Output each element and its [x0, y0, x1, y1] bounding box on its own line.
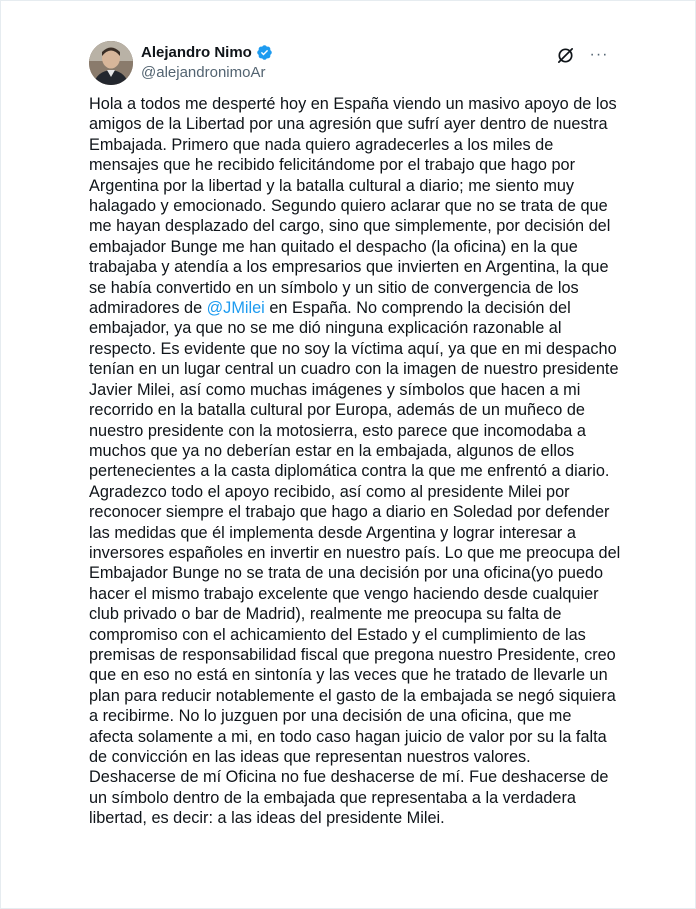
mention-link[interactable]: @JMilei — [206, 299, 265, 318]
tweet-text-line: se había convertido en un símbolo y un sitio de convergencia de los — [89, 278, 579, 297]
slash-circle-icon[interactable] — [555, 45, 575, 65]
more-horizontal-icon[interactable] — [589, 45, 609, 65]
tweet-text — [89, 94, 629, 829]
tweet-text-line: inversores españoles en invertir en nuestro país. Lo que me preocupa del — [89, 543, 621, 562]
tweet-text-line: libertad, es decir: a las ideas del presidente Milei. — [89, 809, 445, 828]
tweet-text-line: amigos de la Libertad por una agresión que sufrí ayer dentro de nuestra — [89, 115, 608, 134]
tweet-text-line: recorrido en la batalla cultural por Europa, además de un muñeco de — [89, 401, 585, 420]
tweet-text-line — [89, 298, 629, 318]
tweet-text-line: de convicción en las ideas que representan nuestros valores. — [89, 748, 531, 766]
more-label: ··· — [589, 46, 609, 63]
avatar-photo-icon — [89, 41, 133, 85]
tweet-text-line: Deshacerse de mí Oficina no fue deshacerse de mí. Fue deshacerse de — [89, 768, 609, 787]
tweet-text-line: respecto. Es evidente que no soy la víctima aquí, ya que en mi despacho — [89, 339, 617, 358]
tweet-text-line: me hayan desplazado del cargo, sino que simplemente, por decisión del — [89, 217, 611, 236]
tweet-text-line: plan para reducir notablemente el gasto de la embajada se negó siquiera — [89, 686, 616, 705]
tweet-text-line: a recibirme. No lo juzguen por una decisión de una oficina, que me — [89, 707, 572, 726]
tweet-text-line: afecta solamente a mi, en todo caso hagan juicio de valor por su la falta — [89, 727, 607, 746]
verified-badge-icon — [256, 44, 273, 61]
author-handle[interactable]: @alejandronimoAr — [141, 64, 266, 81]
tweet-text-line: Hola a todos me desperté hoy en España viendo un masivo apoyo de los — [89, 95, 617, 113]
tweet-text-line: halagado y emocionado. Segundo quiero aclarar que no se trata de que — [89, 197, 608, 216]
tweet-text-line: Argentina por la libertad y la batalla cultural a diario; me siento muy — [89, 176, 575, 195]
avatar[interactable] — [89, 41, 133, 85]
tweet-text-line: mensajes que he recibido felicitándome por el trabajo que hago por — [89, 156, 576, 175]
tweet-text-line: Agradezco todo el apoyo recibido, así como al presidente Milei por — [89, 482, 570, 501]
tweet-text-segment: en España. No comprendo la decisión del — [264, 299, 571, 318]
tweet-text-line: Embajador Bunge no se trata de una decisión por una oficina(yo puedo — [89, 564, 604, 583]
tweet-text-line: las medidas que él implementa desde Argentina y lograr interesar a — [89, 523, 576, 542]
tweet-text-line: compromiso con el achicamiento del Estado y el cumplimiento de las — [89, 625, 586, 644]
tweet-text-line: un símbolo dentro de la embajada que representaba a la verdadera — [89, 788, 576, 807]
tweet-text-segment: admiradores de — [89, 299, 207, 318]
tweet-text-line: Javier Milei, así como muchas imágenes y símbolos que hacen a mi — [89, 380, 581, 399]
tweet-text-line: embajador, ya que no se me dió ninguna explicación razonable al — [89, 319, 562, 338]
tweet-text-line: embajador Bunge me han quitado el despacho (la oficina) en la que — [89, 237, 578, 256]
tweet-text-line: hacer el mismo trabajo excelente que vengo haciendo desde cualquier — [89, 584, 599, 603]
tweet-text-line: muchos que ya no deberían estar en la embajada, algunos de ellos — [89, 441, 575, 460]
tweet-text-line: reconocer siempre el trabajo que hago a diario en Soledad por defender — [89, 503, 610, 522]
tweet-text-line: trabajaba y atendía a los empresarios que invierten en Argentina, la que — [89, 258, 609, 277]
tweet-text-line: tenían en un lugar central un cuadro con la imagen de nuestro presidente — [89, 360, 619, 379]
tweet-text-line: Embajada. Primero que nada quiero agradecerles a los miles de — [89, 135, 554, 154]
tweet-text-line: premisas de responsabilidad fiscal que pregona nuestro Presidente, creo — [89, 645, 616, 664]
tweet-text-line: que en eso no está en sintonía y las veces que he tratado de llevarle un — [89, 666, 608, 685]
author-name[interactable]: Alejandro Nimo — [141, 44, 252, 61]
tweet-text-line: nuestro presidente con la motosierra, esto parece que incomodaba a — [89, 421, 586, 440]
tweet-text-line: club privado o bar de Madrid), realmente me preocupa su falta de — [89, 605, 562, 624]
tweet-text-line: pertenecientes a la casta diplomática contra la que me enfrentó a diario. — [89, 462, 610, 481]
